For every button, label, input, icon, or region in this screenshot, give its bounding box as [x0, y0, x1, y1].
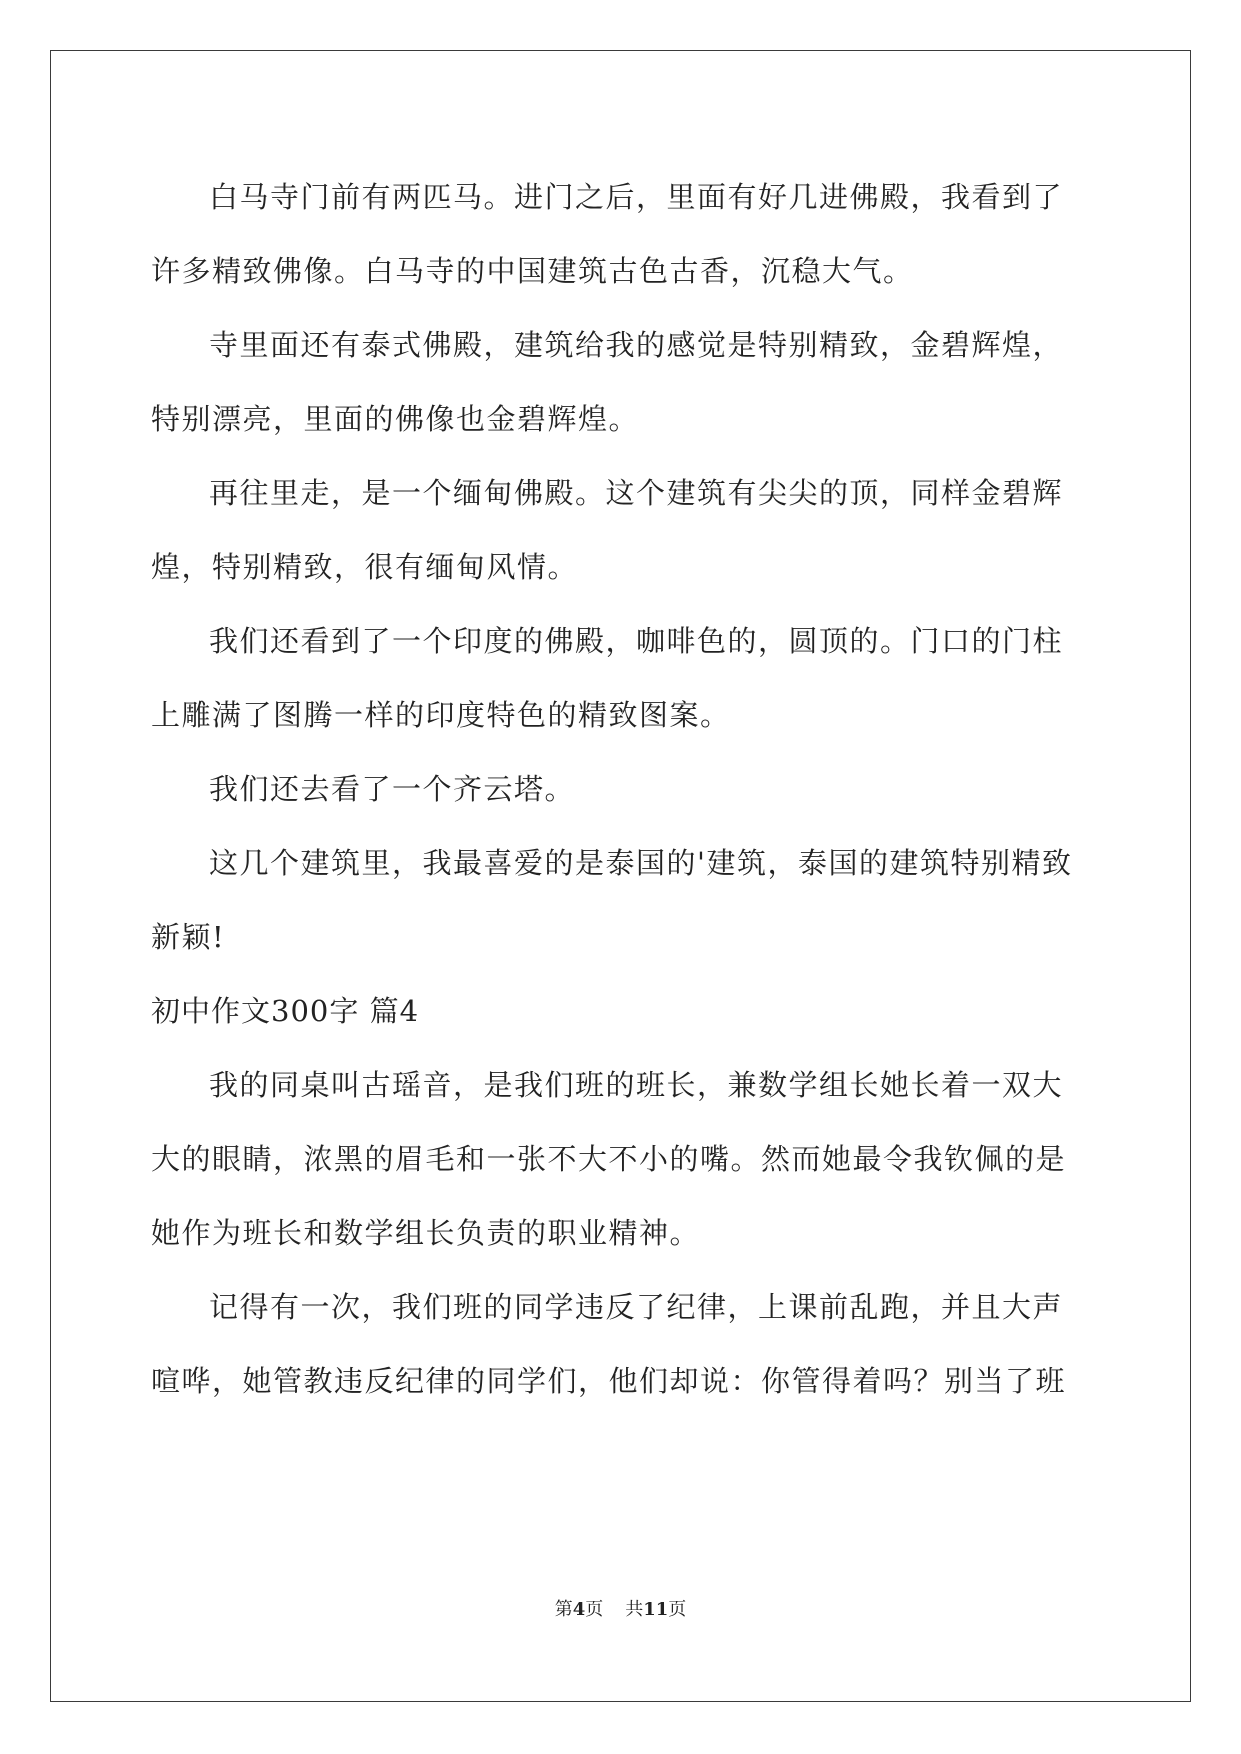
section-heading: 初中作文300字 篇4	[151, 994, 420, 1028]
text-line: 喧哗，她管教违反纪律的同学们，他们却说：你管得着吗？别当了班	[151, 1364, 1067, 1398]
total-label-prefix: 共	[625, 1599, 644, 1620]
text-line: 我们还看到了一个印度的佛殿，咖啡色的，圆顶的。门口的门柱	[209, 624, 1064, 658]
page-footer	[0, 1598, 1241, 1622]
paragraph	[151, 160, 1091, 308]
document-body	[151, 160, 1091, 1418]
text-line: 大的眼睛，浓黑的眉毛和一张不大不小的嘴。然而她最令我钦佩的是	[151, 1142, 1067, 1176]
text-line: 新颖!	[151, 920, 226, 954]
total-pages: 11	[643, 1599, 669, 1620]
page-label-suffix: 页	[585, 1599, 604, 1620]
page-number: 4	[572, 1599, 586, 1620]
paragraph	[151, 308, 1091, 456]
paragraph	[151, 1270, 1091, 1418]
text-line: 记得有一次，我们班的同学违反了纪律，上课前乱跑，并且大声	[209, 1290, 1064, 1324]
text-line: 许多精致佛像。白马寺的中国建筑古色古香，沉稳大气。	[151, 254, 914, 288]
page-label-prefix: 第	[554, 1599, 573, 1620]
text-line: 我的同桌叫古瑶音，是我们班的班长，兼数学组长她长着一双大	[209, 1068, 1064, 1102]
text-line: 煌，特别精致，很有缅甸风情。	[151, 550, 579, 584]
text-line: 她作为班长和数学组长负责的职业精神。	[151, 1216, 701, 1250]
text-line: 再往里走，是一个缅甸佛殿。这个建筑有尖尖的顶，同样金碧辉	[209, 476, 1064, 510]
text-line: 上雕满了图腾一样的印度特色的精致图案。	[151, 698, 731, 732]
text-line: 寺里面还有泰式佛殿，建筑给我的感觉是特别精致，金碧辉煌，	[209, 328, 1064, 362]
text-line: 特别漂亮，里面的佛像也金碧辉煌。	[151, 402, 640, 436]
paragraph	[151, 1048, 1091, 1270]
paragraph	[151, 604, 1091, 752]
paragraph	[151, 826, 1091, 974]
paragraph	[151, 456, 1091, 604]
total-label-suffix: 页	[668, 1599, 687, 1620]
text-line: 我们还去看了一个齐云塔。	[209, 772, 576, 806]
text-line: 白马寺门前有两匹马。进门之后，里面有好几进佛殿，我看到了	[209, 180, 1064, 214]
paragraph	[151, 752, 1091, 826]
text-line: 这几个建筑里，我最喜爱的是泰国的'建筑，泰国的建筑特别精致	[209, 846, 1073, 880]
